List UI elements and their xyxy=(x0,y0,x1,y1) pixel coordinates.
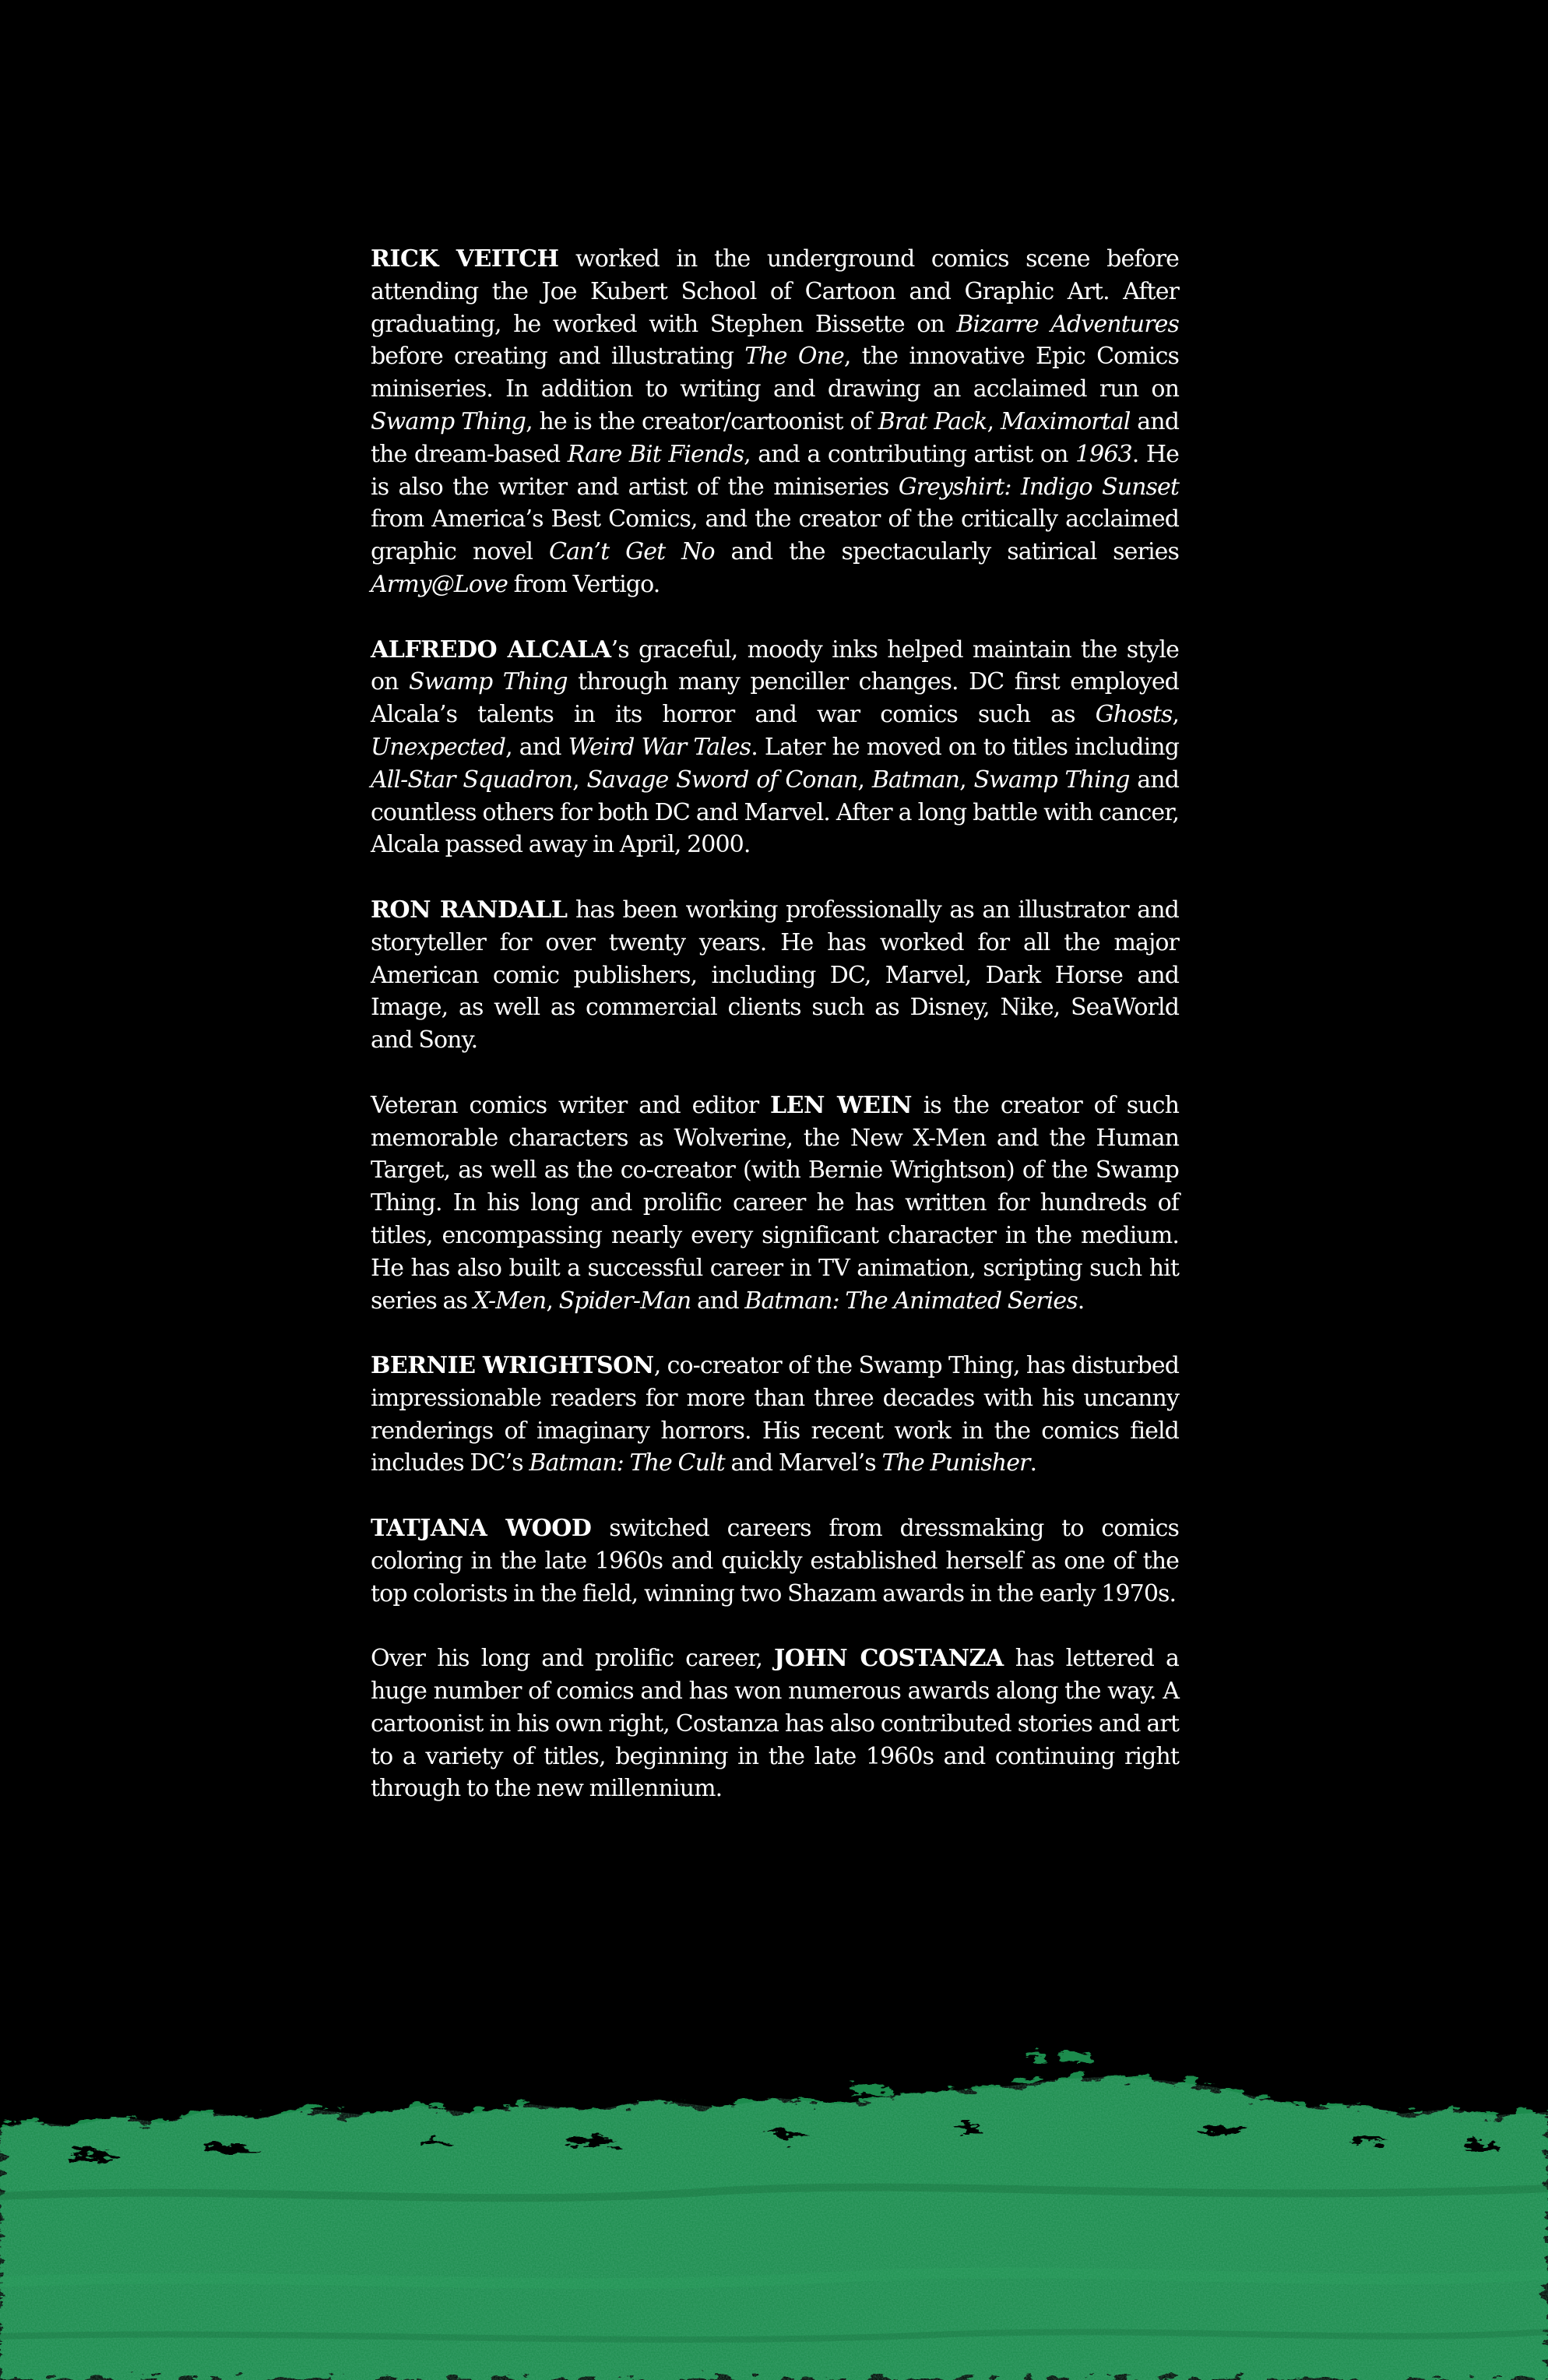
title-text: Swamp Thing xyxy=(371,407,526,435)
bio-text: . xyxy=(1077,1287,1085,1315)
title-text: The One xyxy=(744,343,844,371)
bio-tatjana-wood xyxy=(371,1512,1179,1610)
title-text: Batman: The Animated Series xyxy=(744,1287,1078,1315)
title-text: Rare Bit Fiends xyxy=(567,440,744,468)
bio-text: , xyxy=(959,766,974,794)
bio-text: , xyxy=(546,1287,559,1315)
bio-text: and xyxy=(691,1287,745,1315)
bio-text: and the dream-based xyxy=(371,407,1180,468)
bio-len-wein xyxy=(371,1090,1179,1318)
bio-text: and the spectacularly satirical series xyxy=(714,538,1179,566)
title-text: The Punisher xyxy=(881,1449,1030,1477)
bio-alfredo-alcala xyxy=(371,634,1179,862)
bio-text: worked in the underground comics scene before attending the Joe Kubert School of Cartoon and Graphic Art. After graduating, he worked with Stephen Bissette on xyxy=(371,245,1179,338)
title-text: Weird War Tales xyxy=(568,733,751,761)
bio-text: has lettered a huge number of comics and has won numerous awards along the way. A cartoonist in his own right, Costanza has also contributed stories and art to a variety of titles, beginning in the late 1960s and continuing right through to the new millennium. xyxy=(371,1645,1179,1803)
name-alfredo-alcala: ALFREDO ALCALA xyxy=(371,635,611,664)
bio-text: , xyxy=(857,766,872,794)
title-text: Can’t Get No xyxy=(549,538,715,566)
bio-text: has been working professionally as an illustrator and storyteller for over twenty years. He has worked for all the major American comic publishers, including DC, Marvel, Dark Horse and Image, as well as commercial clients such as Disney, Nike, SeaWorld and Sony. xyxy=(371,896,1179,1054)
name-john-costanza: JOHN COSTANZA xyxy=(774,1645,1004,1673)
bio-text: Veteran comics writer and editor xyxy=(371,1091,770,1119)
bio-bernie-wrightson xyxy=(371,1350,1179,1480)
bio-text: before creating and illustrating xyxy=(371,343,745,371)
bio-john-costanza xyxy=(371,1642,1179,1805)
title-text: Ghosts xyxy=(1095,701,1173,729)
bio-text: . He is also the writer and artist of the miniseries xyxy=(371,440,1179,501)
bio-rick-veitch xyxy=(371,243,1179,601)
bio-text: from America’s Best Comics, and the creator of the critically acclaimed graphic novel xyxy=(371,505,1179,566)
bio-text: . xyxy=(1029,1449,1037,1477)
title-text: Swamp Thing xyxy=(409,668,568,696)
bio-text: ’s graceful, moody inks helped maintain the style on xyxy=(371,635,1179,696)
bio-text: , he is the creator/cartoonist of xyxy=(526,407,878,435)
bio-text: , xyxy=(1172,701,1179,729)
band-texture xyxy=(0,2040,1548,2380)
name-tatjana-wood: TATJANA WOOD xyxy=(371,1515,592,1543)
green-paint-band xyxy=(0,2040,1548,2380)
title-text: Unexpected xyxy=(371,733,506,761)
title-text: Batman xyxy=(871,766,960,794)
title-text: Army@Love xyxy=(371,570,508,598)
name-bernie-wrightson: BERNIE WRIGHTSON xyxy=(371,1352,654,1380)
bio-text: , the innovative Epic Comics miniseries. In addition to writing and drawing an acclaimed run on xyxy=(371,343,1179,403)
name-ron-randall: RON RANDALL xyxy=(371,896,568,924)
title-text: Maximortal xyxy=(1000,407,1131,435)
bio-text: and countless others for both DC and Marvel. After a long battle with cancer, Alcala passed away in April, 2000. xyxy=(371,766,1180,859)
bio-text: , and xyxy=(505,733,568,761)
bio-text: , xyxy=(572,766,587,794)
title-text: 1963 xyxy=(1075,440,1132,468)
title-text: Greyshirt: Indigo Sunset xyxy=(898,473,1179,501)
bio-text: , and a contributing artist on xyxy=(744,440,1075,468)
name-rick-veitch: RICK VEITCH xyxy=(371,245,559,273)
bio-text: . Later he moved on to titles including xyxy=(751,733,1180,761)
title-text: All-Star Squadron xyxy=(371,766,573,794)
bio-column xyxy=(371,243,1179,1838)
title-text: Brat Pack xyxy=(878,407,987,435)
bio-text: Over his long and prolific career, xyxy=(371,1645,775,1673)
title-text: Spider-Man xyxy=(558,1287,691,1315)
bio-text: and Marvel’s xyxy=(724,1449,882,1477)
name-len-wein: LEN WEIN xyxy=(769,1091,912,1119)
title-text: Savage Sword of Conan xyxy=(586,766,858,794)
bio-text: is the creator of such memorable characters as Wolverine, the New X-Men and the Human Target, as well as the co-creator (with Bernie Wrightson) of the Swamp Thing. In his long and prolific career he has written for hundreds of titles, encompassing nearly every significant character in the medium. He has also built a successful career in TV animation, scripting such hit series as xyxy=(371,1091,1179,1315)
title-text: Bizarre Adventures xyxy=(956,310,1179,338)
bio-text: switched careers from dressmaking to comics coloring in the late 1960s and quickly established herself as one of the top colorists in the field, winning two Shazam awards in the early 1970s. xyxy=(371,1515,1180,1607)
bio-text: from Vertigo. xyxy=(508,570,660,598)
bio-text: through many penciller changes. DC first employed Alcala’s talents in its horror and war comics such as xyxy=(371,668,1179,729)
bio-text: , xyxy=(987,407,1001,435)
title-text: Swamp Thing xyxy=(973,766,1130,794)
title-text: Batman: The Cult xyxy=(529,1449,725,1477)
bio-ron-randall xyxy=(371,894,1179,1057)
title-text: X-Men xyxy=(473,1287,547,1315)
bio-text: , co-creator of the Swamp Thing, has disturbed impressionable readers for more than three decades with his uncanny renderings of imaginary horrors. His recent work in the comics field includes DC’s xyxy=(371,1352,1179,1477)
